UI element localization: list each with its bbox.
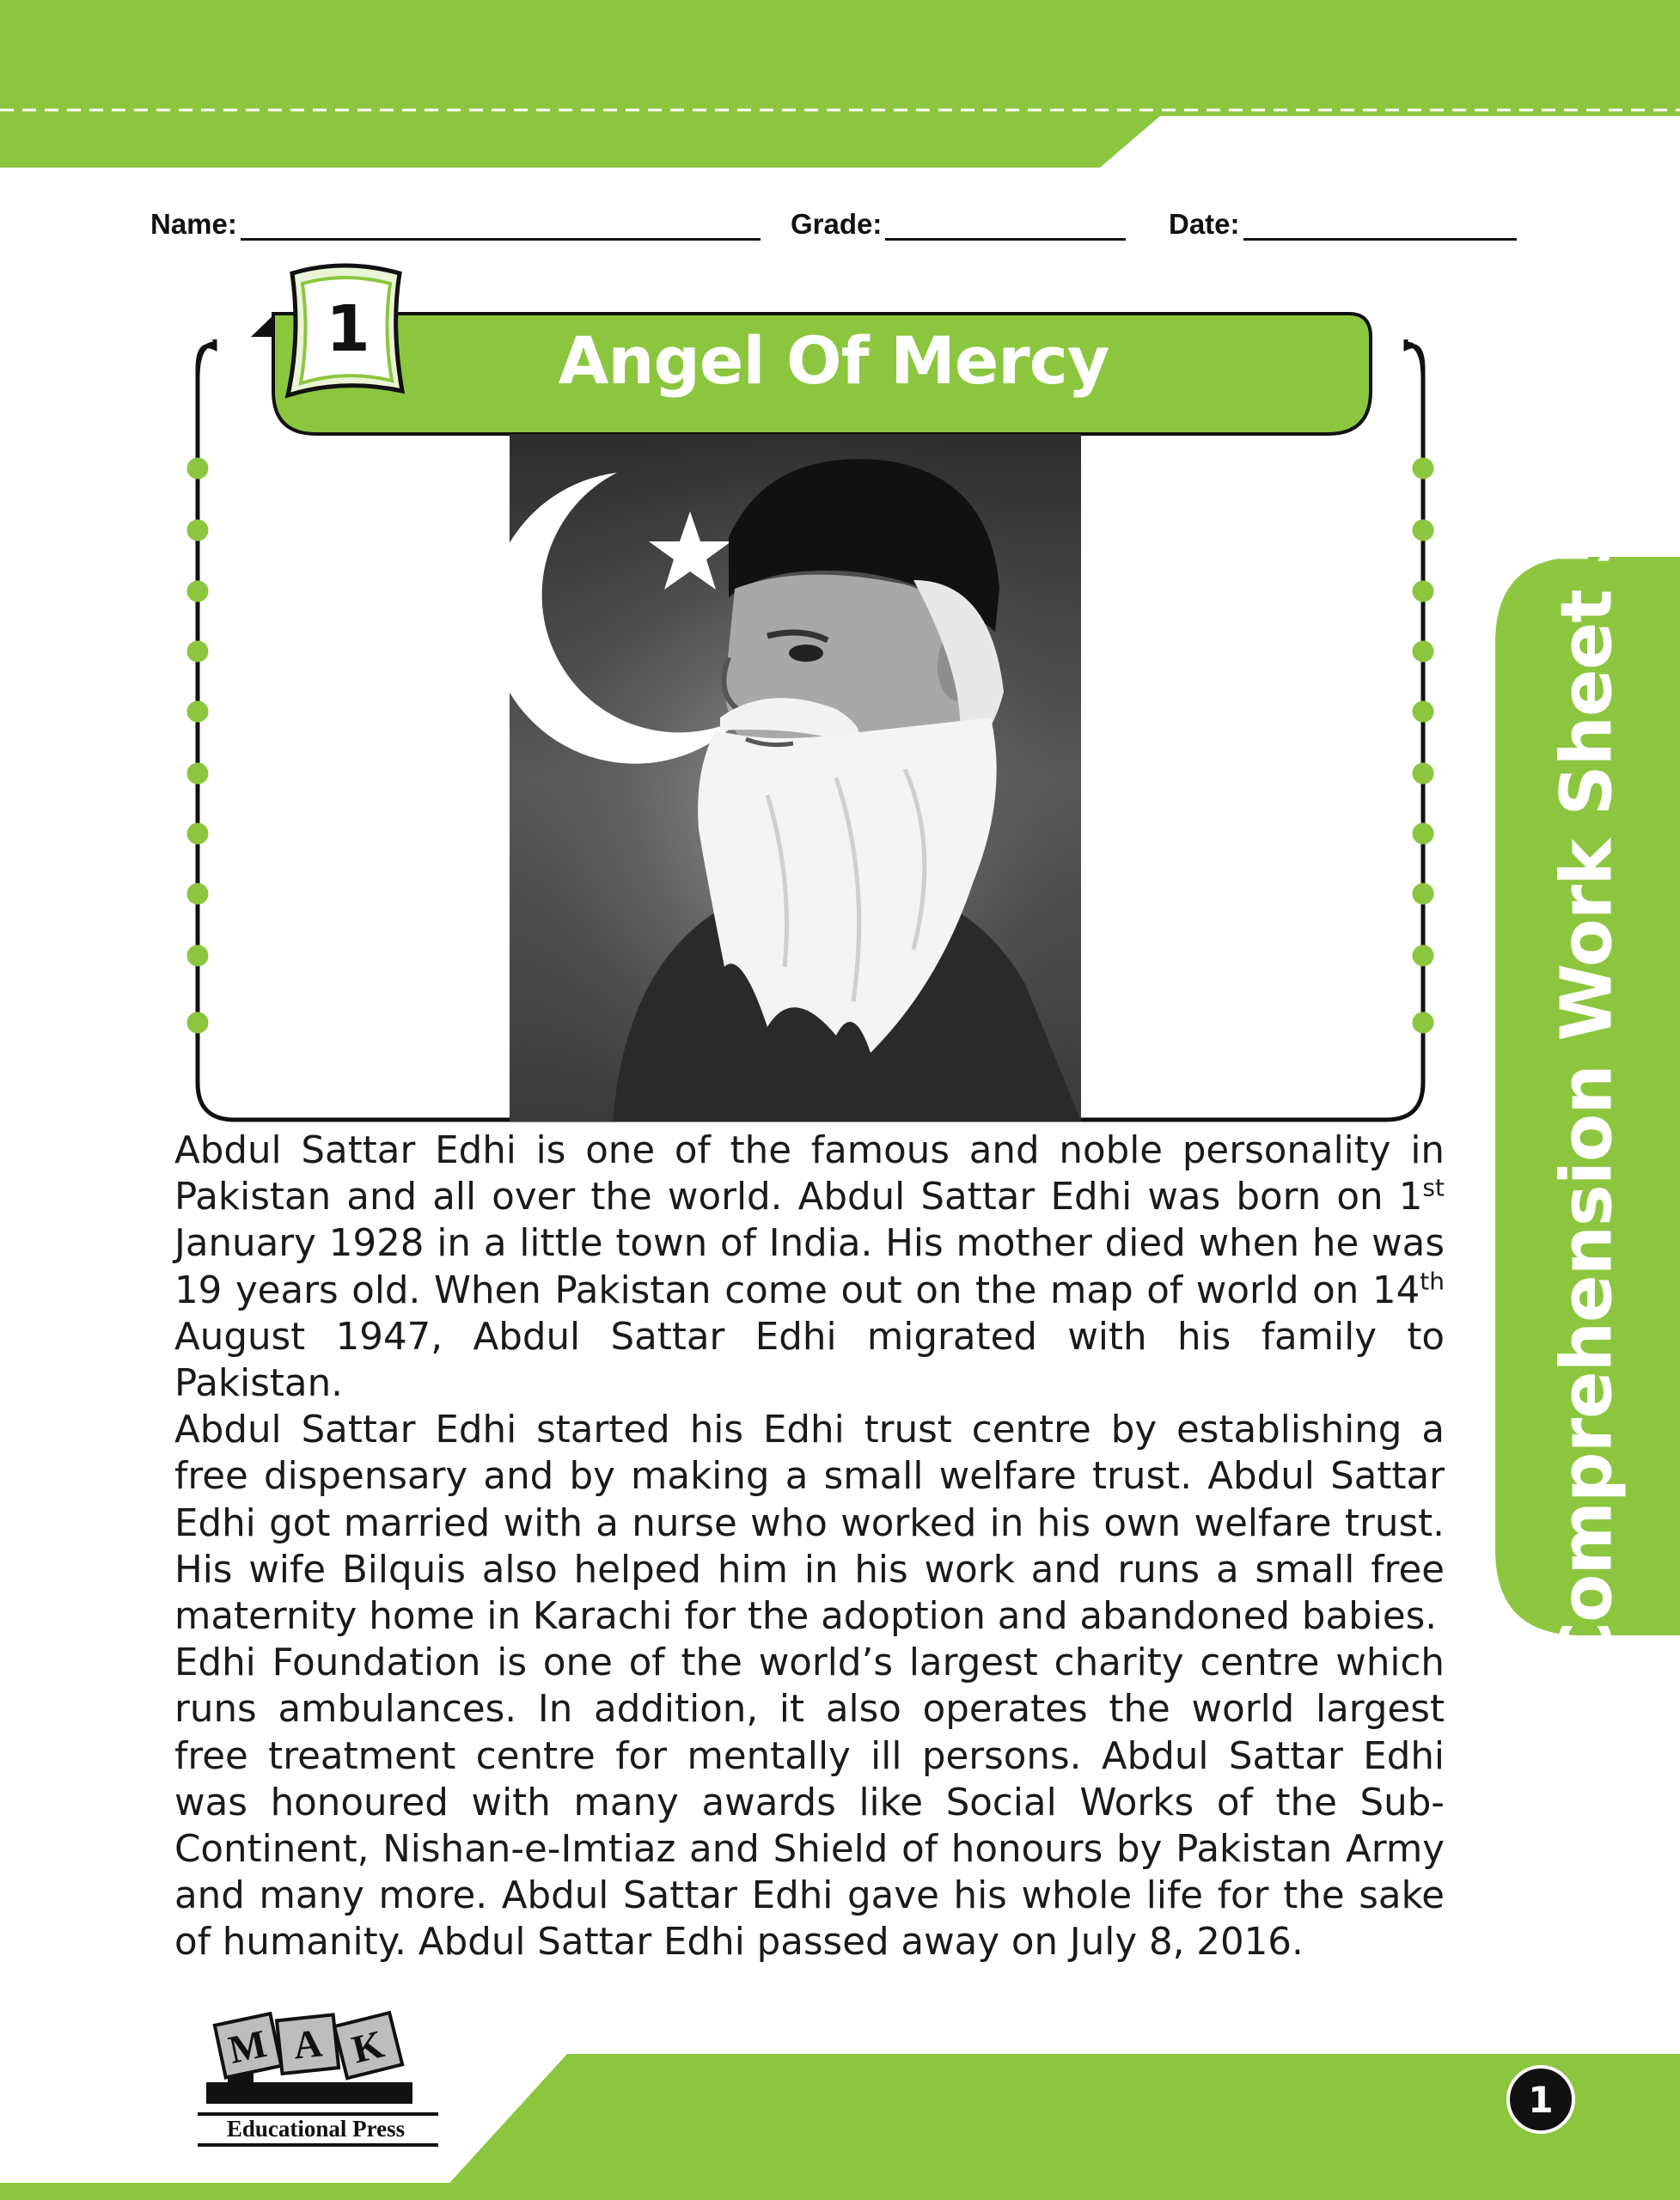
worksheet-number: 1 <box>326 292 370 366</box>
reading-passage <box>174 1128 1445 1966</box>
date-label: Date: <box>1169 208 1240 240</box>
logo-letter-k: K <box>347 2021 388 2072</box>
logo-letter-a: A <box>290 2020 325 2068</box>
name-label: Name: <box>150 208 237 240</box>
logo-letter-m: M <box>224 2021 271 2072</box>
page-number: 1 <box>1506 2065 1575 2134</box>
worksheet-side-label: Comprehension Work Sheet 5 <box>1546 517 1628 1674</box>
ordinal-superscript: th <box>1420 1267 1445 1296</box>
publisher-name: Educational Press <box>226 2116 406 2142</box>
passage-paragraph-3: Edhi Foundation is one of the world’s largest charity centre which runs ambulances. In addition, it also operates the world largest free treatment centre for mentally ill persons. Abdul Sattar Edhi was honoured with many awards like Social Works of the Sub-Continent, Nishan-e-Imtiaz and Shield of honours by Pakistan Army and many more. Abdul Sattar Edhi gave his whole life for the sake of humanity. Abdul Sattar Edhi passed away on July 8, 2016. <box>174 1641 1445 1965</box>
passage-paragraph-2: Abdul Sattar Edhi started his Edhi trust centre by establishing a free dispensary and by making a small welfare trust. Abdul Sattar Edhi got married with a nurse who worked in his own welfare trust. His wife Bilquis also helped him in his work and runs a small free maternity home in Karachi for the adoption and abandoned babies. <box>174 1409 1445 1639</box>
passage-paragraph-1: Abdul Sattar Edhi is one of the famous and noble personality in Pakistan and all over the world. Abdul Sattar Edhi was born on 1st January 1928 in a little town of India. His mother died when he was 19 years old. When Pakistan come out on the map of world on 14th August 1947, Abdul Sattar Edhi migrated with his family to Pakistan. <box>174 1129 1445 1406</box>
ordinal-superscript: st <box>1422 1173 1445 1202</box>
grade-label: Grade: <box>791 208 883 240</box>
portrait-illustration <box>510 434 1081 1121</box>
worksheet-title: Angel Of Mercy <box>558 322 1109 399</box>
